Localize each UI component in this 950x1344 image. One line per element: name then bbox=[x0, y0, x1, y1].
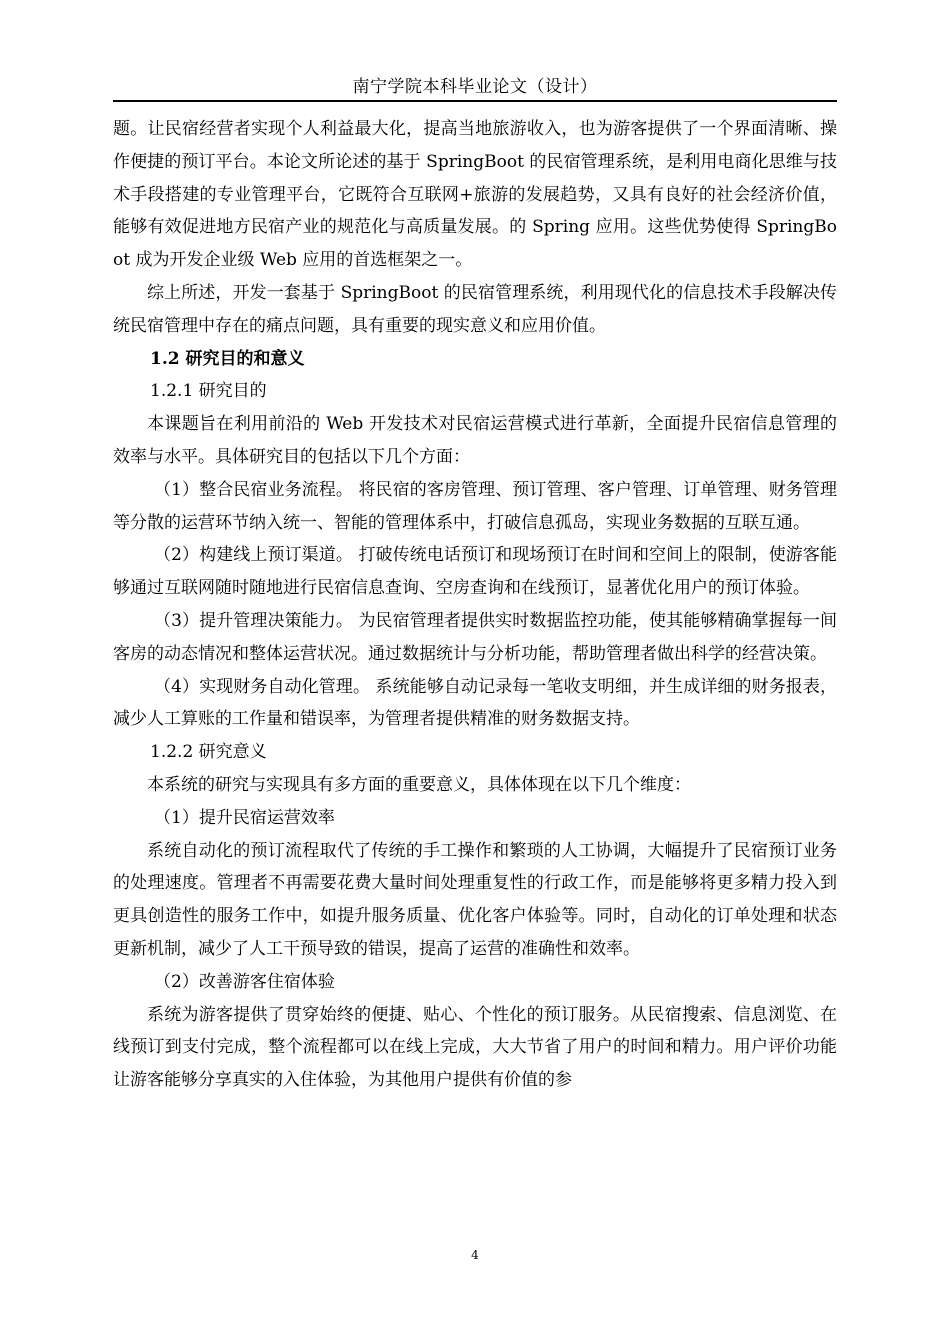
running-header: 南宁学院本科毕业论文（设计） bbox=[352, 77, 598, 97]
paragraph-summary: 综上所述，开发一套基于 SpringBoot 的民宿管理系统，利用现代化的信息技术手段解决传统民宿管理中存在的痛点问题，具有重要的现实意义和应用价值。 bbox=[113, 282, 837, 336]
significance-title-2: （2）改善游客住宿体验 bbox=[154, 971, 335, 992]
paragraph-significance-intro: 本系统的研究与实现具有多方面的重要意义，具体体现在以下几个维度： bbox=[147, 774, 691, 795]
document-body bbox=[113, 113, 837, 1097]
significance-body-1: 系统自动化的预订流程取代了传统的手工操作和繁琐的人工协调，大幅提升了民宿预订业务的处理速度。管理者不再需要花费大量时间处理重复性的行政工作，而是能够将更多精力投入到更具创造性的服务工作中，如提升服务质量、优化客户体验等。同时，自动化的订单处理和状态更新机制，减少了人工干预导致的错误，提高了运营的准确性和效率。 bbox=[113, 840, 837, 959]
significance-title-1: （1）提升民宿运营效率 bbox=[154, 807, 335, 828]
paragraph-goal-intro: 本课题旨在利用前沿的 Web 开发技术对民宿运营模式进行革新，全面提升民宿信息管理的效率与水平。具体研究目的包括以下几个方面： bbox=[113, 414, 837, 467]
significance-body-2: 系统为游客提供了贯穿始终的便捷、贴心、个性化的预订服务。从民宿搜索、信息浏览、在线预订到支付完成，整个流程都可以在线上完成，大大节省了用户的时间和精力。用户评价功能让游客能够分享真实的入住体验，为其他用户提供有价值的参 bbox=[113, 1004, 837, 1091]
section-heading-1-2: 1.2 研究目的和意义 bbox=[150, 348, 305, 369]
page-number: 4 bbox=[471, 1248, 479, 1262]
paragraph-intro-continued: 题。让民宿经营者实现个人利益最大化，提高当地旅游收入，也为游客提供了一个界面清晰、操作便捷的预订平台。本论文所论述的基于 SpringBoot 的民宿管理系统，是利用电商化思维与技术手段搭建的专业管理平台，它既符合互联网+旅游的发展趋势，又具有良好的社会经济价值，能够有效促进地方民宿产业的规范化与高质量发展。的 Spring 应用。这些优势使得 SpringBoot 成为开发企业级 Web 应用的首选框架之一。 bbox=[113, 119, 837, 271]
goal-item-3: （3）提升管理决策能力。 为民宿管理者提供实时数据监控功能，使其能够精确掌握每一间客房的动态情况和整体运营状况。通过数据统计与分析功能，帮助管理者做出科学的经营决策。 bbox=[113, 610, 837, 664]
subsection-heading-1-2-2: 1.2.2 研究意义 bbox=[150, 742, 267, 763]
goal-item-4: （4）实现财务自动化管理。 系统能够自动记录每一笔收支明细，并生成详细的财务报表，减少人工算账的工作量和错误率，为管理者提供精准的财务数据支持。 bbox=[113, 676, 837, 730]
goal-item-1: （1）整合民宿业务流程。 将民宿的客房管理、预订管理、客户管理、订单管理、财务管理等分散的运营环节纳入统一、智能的管理体系中，打破信息孤岛，实现业务数据的互联互通。 bbox=[113, 479, 837, 533]
subsection-heading-1-2-1: 1.2.1 研究目的 bbox=[150, 381, 267, 402]
goal-item-2: （2）构建线上预订渠道。 打破传统电话预订和现场预订在时间和空间上的限制，使游客能够通过互联网随时随地进行民宿信息查询、空房查询和在线预订，显著优化用户的预订体验。 bbox=[113, 545, 837, 599]
header-divider bbox=[113, 100, 837, 102]
